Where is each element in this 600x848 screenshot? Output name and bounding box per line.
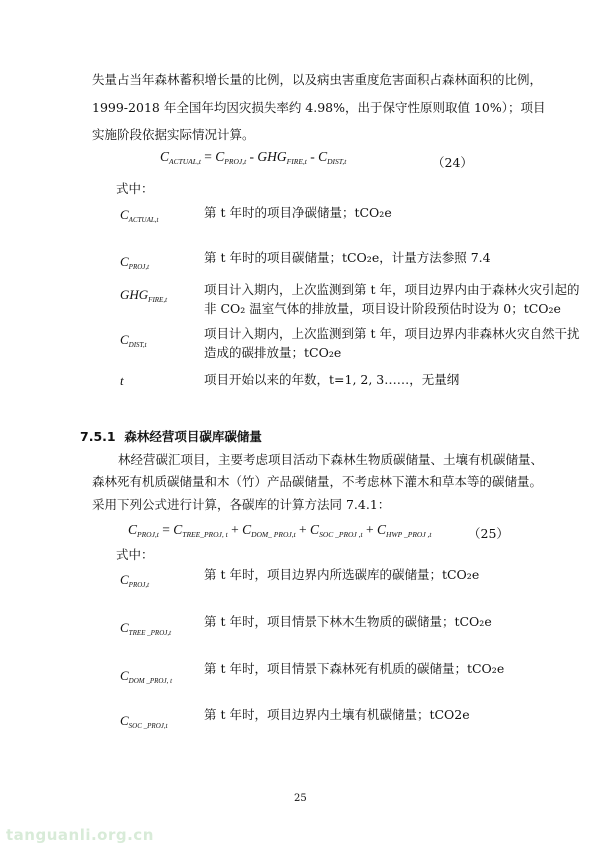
def-text-c-actual: 第 t 年时的项目净碳储量；tCO₂e [204, 205, 392, 220]
def2-symbol-c-soc: $C_{SOC \_PROJ,t}$ [120, 713, 168, 730]
where-label-2: 式中： [116, 547, 154, 562]
def2-symbol-c-tree: $C_{TREE \_PROJ,t}$ [120, 620, 172, 637]
equation-24-number: （24） [432, 155, 473, 170]
def-text-ghg-fire: 项目计入期内，上次监测到第 t 年，项目边界内由于森林火灾引起的非 CO₂ 温室气体的排放量，项目设计阶段预估时设为 0；tCO₂e [204, 282, 580, 316]
def2-text-c-soc: 第 t 年时，项目边界内土壤有机碳储量；tCO2e [204, 707, 470, 722]
def-symbol-t: t [120, 373, 124, 388]
intro-line-3: 实施阶段依据实际情况计算。 [92, 127, 255, 142]
def2-text-c-tree: 第 t 年时，项目情景下林木生物质的碳储量；tCO₂e [204, 614, 492, 629]
equation-25: $C_{PROJ,t} = C_{TREE\_PROJ, t} + C_{DOM\_ PROJ,t} + C_{SOC \_PROJ ,t} + C_{HWP \_PROJ ,t}$ [128, 522, 432, 539]
def2-text-c-proj: 第 t 年时，项目边界内所选碳库的碳储量；tCO₂e [204, 567, 480, 582]
section-number: 7.5.1 [80, 429, 116, 444]
para2-line-2: 森林死有机质碳储量和木（竹）产品碳储量，不考虑林下灌木和草本等的碳储量。 [92, 474, 543, 489]
watermark: tanguanli.org.cn [6, 826, 154, 844]
def-text-c-proj: 第 t 年时的项目碳储量；tCO₂e，计量方法参照 7.4 [204, 250, 491, 265]
intro-line-1: 失量占当年森林蓄积增长量的比例，以及病虫害重度危害面积占森林面积的比例， [92, 72, 543, 87]
def-symbol-c-proj: $C_{PROJ,t}$ [120, 254, 150, 271]
def2-symbol-c-proj: $C_{PROJ,t}$ [120, 572, 150, 589]
def-symbol-c-dist: $C_{DIST,t}$ [120, 332, 147, 349]
equation-24: $C_{ACTUAL,t} = C_{PROJ,t} - GHG_{FIRE,t} - C_{DIST,t}$ [160, 149, 347, 166]
def2-symbol-c-dom: $C_{DOM \_PROJ, t}$ [120, 668, 173, 685]
def-text-t: 项目开始以来的年数，t=1, 2, 3……，无量纲 [204, 372, 460, 387]
intro-line-2: 1999-2018 年全国年均因灾损失率约 4.98%，出于保守性原则取值 10%）；项目 [92, 100, 546, 115]
section-heading [80, 427, 262, 445]
equation-25-number: （25） [468, 526, 509, 541]
section-title: 森林经营项目碳库碳储量 [124, 429, 262, 444]
def-symbol-ghg-fire: $GHG_{FIRE,t}$ [120, 287, 168, 304]
where-label: 式中： [116, 181, 154, 196]
def-symbol-c-actual: $C_{ACTUAL,t}$ [120, 207, 159, 224]
def-text-c-dist: 项目计入期内，上次监测到第 t 年，项目边界内非森林火灾自然干扰造成的碳排放量；tCO₂e [204, 326, 580, 360]
page-number: 25 [294, 793, 307, 804]
para2-line-3: 采用下列公式进行计算，各碳库的计算方法同 7.4.1： [92, 497, 391, 512]
def2-text-c-dom: 第 t 年时，项目情景下森林死有机质的碳储量；tCO₂e [204, 661, 505, 676]
para2-line-1: 林经营碳汇项目，主要考虑项目活动下森林生物质碳储量、土壤有机碳储量、 [118, 452, 544, 467]
